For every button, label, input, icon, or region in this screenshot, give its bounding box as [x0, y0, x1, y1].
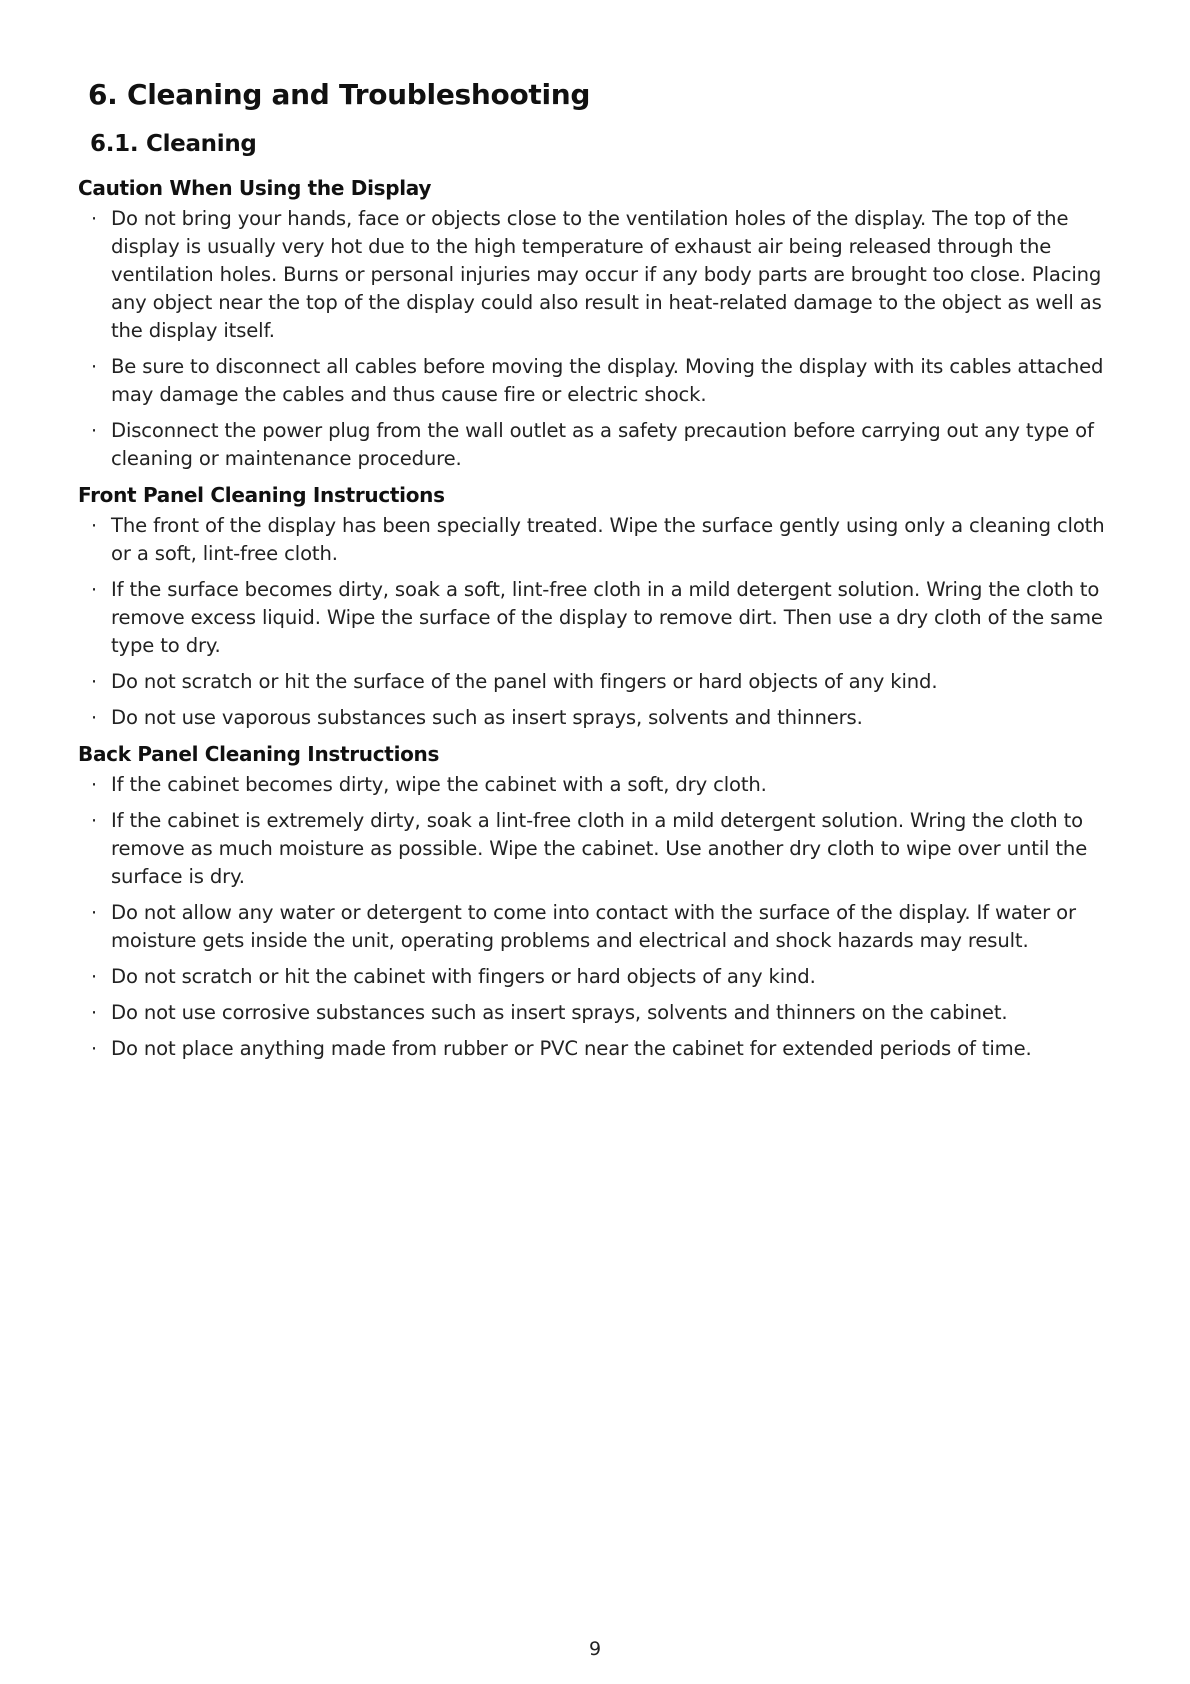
- caution-list: [78, 205, 1128, 473]
- page-number: 9: [588, 1638, 602, 1660]
- list-item: [78, 353, 1128, 409]
- section-title: 6.1. Cleaning: [90, 131, 257, 157]
- list-item-text: Do not place anything made from rubber or PVC near the cabinet for extended periods of time.: [111, 1037, 1032, 1060]
- list-item-text: Do not allow any water or detergent to come into contact with the surface of the display. If water or moisture gets inside the unit, operating problems and electrical and shock hazards may result.: [111, 901, 1076, 952]
- list-item-text: The front of the display has been specially treated. Wipe the surface gently using only a cleaning cloth or a soft, lint-free cloth.: [111, 514, 1105, 565]
- list-item: [78, 205, 1128, 345]
- list-item-text: Disconnect the power plug from the wall outlet as a safety precaution before carrying out any type of cleaning or maintenance procedure.: [111, 419, 1094, 470]
- subheading-caution: Caution When Using the Display: [78, 176, 432, 200]
- list-item: [78, 999, 1128, 1027]
- list-item: [78, 1035, 1128, 1063]
- list-item: [78, 771, 1128, 799]
- bullet-icon: ·: [91, 810, 97, 832]
- list-item: [78, 704, 1128, 732]
- bullet-icon: ·: [91, 356, 97, 378]
- bullet-icon: ·: [91, 208, 97, 230]
- list-item: [78, 899, 1128, 955]
- list-item: [78, 576, 1128, 660]
- bullet-icon: ·: [91, 774, 97, 796]
- list-item-text: Do not use corrosive substances such as insert sprays, solvents and thinners on the cabinet.: [111, 1001, 1008, 1024]
- bullet-icon: ·: [91, 579, 97, 601]
- subheading-back-panel: Back Panel Cleaning Instructions: [78, 742, 440, 766]
- list-item-text: If the cabinet is extremely dirty, soak a lint-free cloth in a mild detergent solution. Wring the cloth to remove as much moisture as possible. Wipe the cabinet. Use another dry cloth to wipe over until the surface is dry.: [111, 809, 1088, 888]
- list-item: [78, 807, 1128, 891]
- list-item: [78, 512, 1128, 568]
- list-item-text: Do not use vaporous substances such as insert sprays, solvents and thinners.: [111, 706, 863, 729]
- back-panel-list: [78, 771, 1128, 1063]
- bullet-icon: ·: [91, 420, 97, 442]
- bullet-icon: ·: [91, 966, 97, 988]
- bullet-icon: ·: [91, 671, 97, 693]
- bullet-icon: ·: [91, 707, 97, 729]
- list-item: [78, 963, 1128, 991]
- list-item: [78, 668, 1128, 696]
- list-item: [78, 417, 1128, 473]
- front-panel-list: [78, 512, 1128, 732]
- bullet-icon: ·: [91, 515, 97, 537]
- bullet-icon: ·: [91, 1038, 97, 1060]
- list-item-text: Do not bring your hands, face or objects close to the ventilation holes of the display. The top of the display is usually very hot due to the high temperature of exhaust air being released through the ventilation holes. Burns or personal injuries may occur if any body parts are brought too close. Placing any object near the top of the display could also result in heat-related damage to the object as well as the display itself.: [111, 207, 1102, 342]
- list-item-text: Be sure to disconnect all cables before moving the display. Moving the display with its cables attached may damage the cables and thus cause fire or electric shock.: [111, 355, 1104, 406]
- list-item-text: Do not scratch or hit the cabinet with fingers or hard objects of any kind.: [111, 965, 816, 988]
- list-item-text: If the surface becomes dirty, soak a soft, lint-free cloth in a mild detergent solution. Wring the cloth to remove excess liquid. Wipe the surface of the display to remove dirt. Then use a dry cloth of the same type to dry.: [111, 578, 1103, 657]
- subheading-front-panel: Front Panel Cleaning Instructions: [78, 483, 445, 507]
- bullet-icon: ·: [91, 1002, 97, 1024]
- section-content: [78, 174, 1128, 1071]
- bullet-icon: ·: [91, 902, 97, 924]
- list-item-text: Do not scratch or hit the surface of the panel with fingers or hard objects of any kind.: [111, 670, 938, 693]
- chapter-title: 6. Cleaning and Troubleshooting: [88, 78, 591, 111]
- list-item-text: If the cabinet becomes dirty, wipe the cabinet with a soft, dry cloth.: [111, 773, 767, 796]
